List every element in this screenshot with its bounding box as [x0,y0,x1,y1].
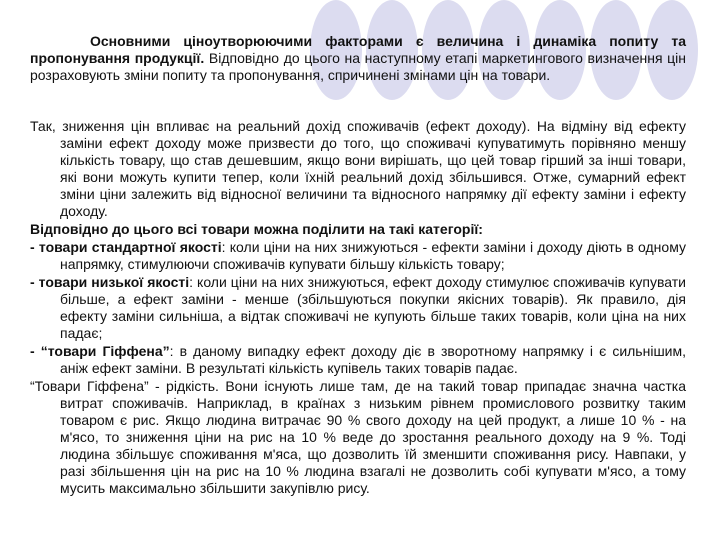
giffen-goods-label: - “товари Гіффена” [30,343,170,359]
standard-goods-label: - товари стандартної якості [30,239,222,255]
intro-bold: Основними ціноутворюючими факторами є величина і динаміка попиту та пропонування продукції. [30,33,686,66]
intro-rest: Відповідно до цього на наступному етапі маркетингового визначення цін розраховують зміни попиту та пропонування, спричинені змінами цін на товари. [30,50,686,83]
categories-heading: Відповідно до цього всі товари можна поділити на такі категорії: [30,221,483,237]
intro-block [30,33,686,85]
income-effect-paragraph: Так, зниження цін впливає на реальний дохід споживачів (ефект доходу). На відміну від ефекту заміни ефект доходу може призвести до того, що споживачі купуватимуть порівняно меншу кількість товару, що став дешевшим, якщо вони вирішать, що цей товар гірший за інші товари, які вони можуть купити тепер, коли їхній реальний дохід збільшився. Отже, сумарний ефект зміни ціни залежить від відносної величини та відносного напрямку дії ефекту заміни і ефекту доходу. [30,118,686,219]
giffen-goods-item: - “товари Гіффена”: в даному випадку ефект доходу діє в зворотному напрямку і є сильнішим, аніж ефект заміни. В результаті кількість купівель таких товарів падає. [30,343,687,376]
giffen-rarity-paragraph: “Товари Гіффена” - рідкість. Вони існують лише там, де на такий товар припадає значна частка витрат споживачів. Наприклад, в країнах з низьким рівнем промислового розвитку таким товаром є рис. Якщо людина витрачає 90 % свого доходу на цей продукт, а лише 10 % - на м'ясо, то зниження ціни на рис на 10 % веде до зростання реального доходу на 9 %. Тоді людина збільшує споживання м'яса, що дозволить їй зменшити споживання рису. Навпаки, у разі збільшення цін на рис на 10 % людина взагалі не дозволить собі купувати м'ясо, а тому мусить максимально збільшити закупівлю рису. [30,378,686,496]
body-block [30,118,686,498]
low-quality-goods-label: - товари низької якості [30,274,190,290]
low-quality-goods-item: - товари низької якості: коли ціни на них знижуються, ефект доходу стимулює споживачів купувати більше, а ефект заміни - менше (збільшуються покупки якісних товарів). Як правило, дія ефекту заміни сильніша, а відтак споживачі не купують більше таких товарів, коли ціна на них падає; [30,274,686,341]
standard-goods-item: - товари стандартної якості: коли ціни на них знижуються - ефекти заміни і доходу діють в одному напрямку, стимулюючи споживачів купувати більшу кількість товару; [30,239,686,272]
intro-paragraph [30,33,686,84]
